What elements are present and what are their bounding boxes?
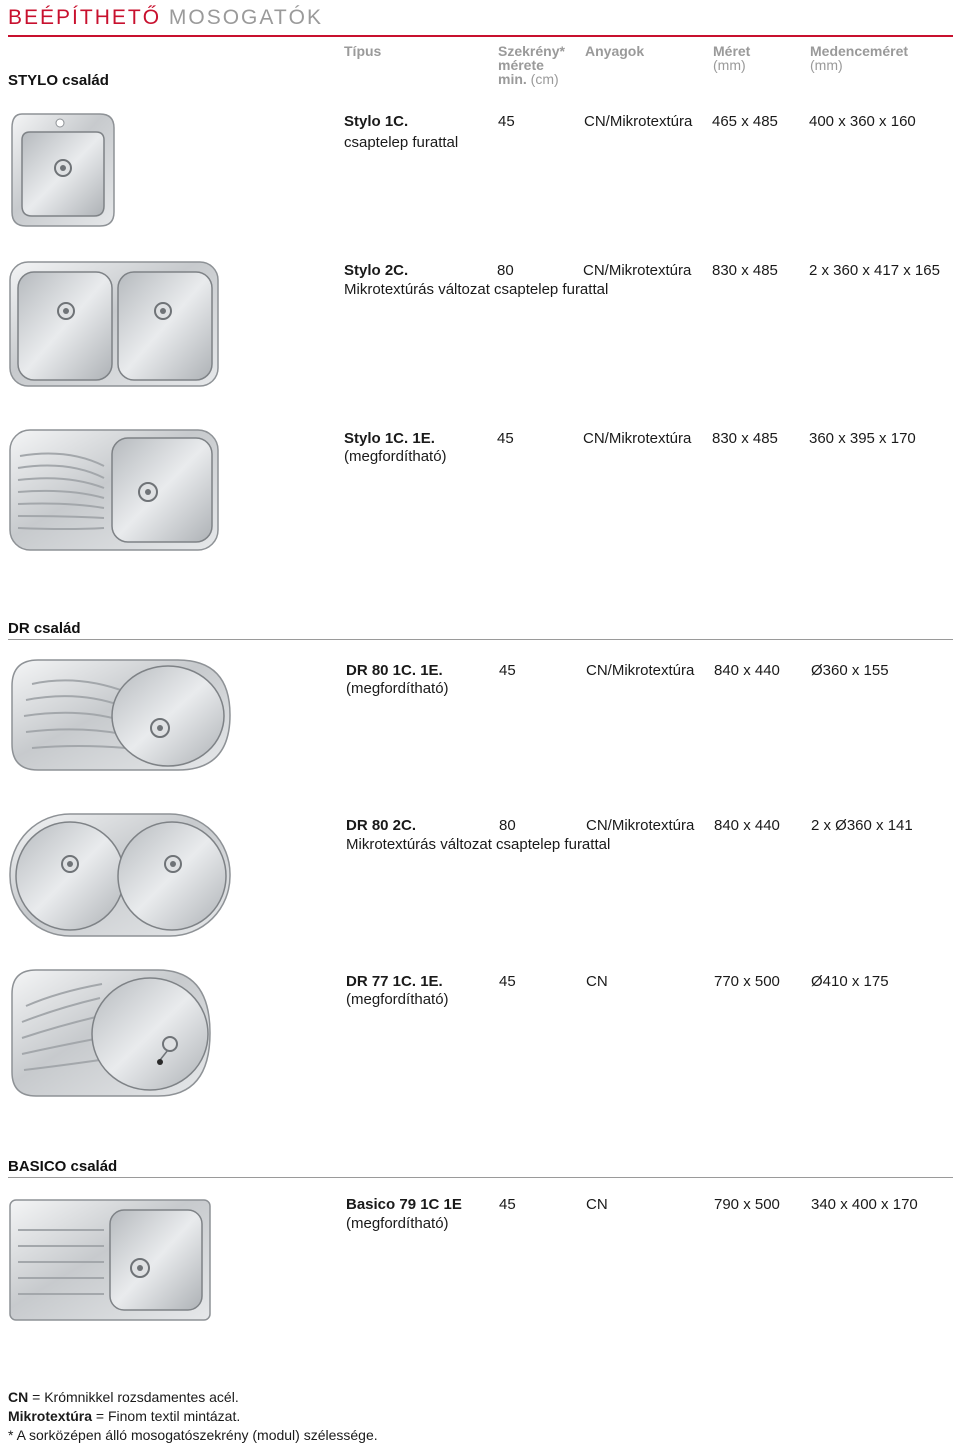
family-basico: BASICO család	[8, 1158, 118, 1175]
sink-image-stylo-1c-1e	[8, 426, 220, 554]
header-cabinet-line2: mérete	[498, 57, 544, 73]
product-cabinet: 45	[499, 973, 516, 990]
product-row	[344, 113, 458, 152]
product-note: (megfordítható)	[346, 991, 449, 1008]
footer-cn-term: CN	[8, 1389, 29, 1405]
sink-image-dr-80-2c	[8, 810, 232, 940]
product-row	[346, 817, 610, 854]
product-basin: Ø360 x 155	[811, 662, 889, 679]
product-note: (megfordítható)	[344, 448, 447, 465]
product-basin: 340 x 400 x 170	[811, 1196, 918, 1213]
product-name: Stylo 1C. 1E.	[344, 430, 435, 447]
product-name: Stylo 1C.	[344, 113, 409, 130]
header-cabinet-line3	[498, 72, 565, 86]
header-materials: Anyagok	[585, 43, 645, 59]
product-material: CN/Mikrotextúra	[583, 262, 692, 279]
family-basico-divider	[8, 1177, 953, 1178]
footer-micro-def: = Finom textil mintázat.	[92, 1408, 241, 1424]
sink-image-dr-77-1c-1e	[8, 966, 214, 1100]
footer-note: * A sorközépen álló mosogatószekrény (modul) szélessége.	[8, 1427, 378, 1443]
product-name: Basico 79 1C 1E	[346, 1196, 462, 1213]
footer-cn	[8, 1388, 239, 1407]
header-size-label: Méret	[713, 43, 751, 59]
product-size: 465 x 485	[712, 113, 778, 130]
product-cabinet: 45	[497, 430, 514, 447]
product-basin: Ø410 x 175	[811, 973, 889, 990]
product-cabinet: 80	[499, 817, 516, 834]
page-title-part1: BEÉPÍTHETŐ	[8, 6, 162, 29]
product-size: 790 x 500	[714, 1196, 780, 1213]
product-basin: 360 x 395 x 170	[809, 430, 916, 447]
product-row	[344, 430, 447, 466]
product-size: 830 x 485	[712, 262, 778, 279]
title-divider	[8, 35, 953, 37]
header-cabinet-min: min.	[498, 71, 527, 87]
footer-cn-def: = Krómnikkel rozsdamentes acél.	[28, 1389, 239, 1405]
footer-micro-term: Mikrotextúra	[8, 1408, 93, 1424]
header-basin-unit: (mm)	[810, 57, 843, 73]
family-stylo: STYLO család	[8, 72, 109, 89]
product-row	[344, 262, 608, 299]
product-basin: 2 x Ø360 x 141	[811, 817, 913, 834]
family-dr: DR család	[8, 620, 81, 637]
footer-micro	[8, 1407, 240, 1426]
product-material: CN	[586, 973, 608, 990]
sink-image-dr-80-1c-1e	[8, 656, 234, 774]
product-size: 830 x 485	[712, 430, 778, 447]
product-note: (megfordítható)	[346, 680, 449, 697]
product-material: CN/Mikrotextúra	[586, 817, 695, 834]
sink-image-stylo-2c	[8, 258, 220, 390]
product-size: 840 x 440	[714, 662, 780, 679]
sink-image-stylo-1c	[8, 110, 118, 230]
product-note: (megfordítható)	[346, 1215, 449, 1232]
product-cabinet: 45	[499, 662, 516, 679]
header-size	[713, 44, 750, 72]
header-cabinet-unit: (cm)	[530, 71, 559, 87]
header-type: Típus	[344, 43, 382, 59]
product-basin: 2 x 360 x 417 x 165	[809, 262, 940, 279]
page-title	[8, 6, 323, 30]
product-basin: 400 x 360 x 160	[809, 113, 916, 130]
product-material: CN/Mikrotextúra	[583, 430, 692, 447]
family-dr-divider	[8, 639, 953, 640]
product-note: csaptelep furattal	[344, 134, 459, 151]
product-name: DR 80 2C.	[346, 817, 417, 834]
header-basin-label: Medenceméret	[810, 43, 909, 59]
header-size-unit: (mm)	[713, 57, 746, 73]
page-title-part2: MOSOGATÓK	[168, 6, 323, 29]
product-cabinet: 80	[497, 262, 514, 279]
product-name: DR 80 1C. 1E.	[346, 662, 443, 679]
product-size: 770 x 500	[714, 973, 780, 990]
header-cabinet	[498, 44, 565, 86]
product-material: CN/Mikrotextúra	[584, 113, 693, 130]
product-material: CN	[586, 1196, 608, 1213]
product-size: 840 x 440	[714, 817, 780, 834]
sink-image-basico-79	[8, 1196, 212, 1324]
product-name: DR 77 1C. 1E.	[346, 973, 443, 990]
product-cabinet: 45	[498, 113, 515, 130]
header-basin	[810, 44, 908, 72]
product-row	[346, 1196, 462, 1233]
product-row	[346, 973, 449, 1009]
product-note: Mikrotextúrás változat csaptelep furattal	[344, 281, 609, 298]
product-cabinet: 45	[499, 1196, 516, 1213]
product-name: Stylo 2C.	[344, 262, 409, 279]
product-note: Mikrotextúrás változat csaptelep furattal	[346, 836, 611, 853]
product-row	[346, 662, 449, 698]
header-cabinet-line1: Szekrény*	[498, 43, 565, 59]
product-material: CN/Mikrotextúra	[586, 662, 695, 679]
